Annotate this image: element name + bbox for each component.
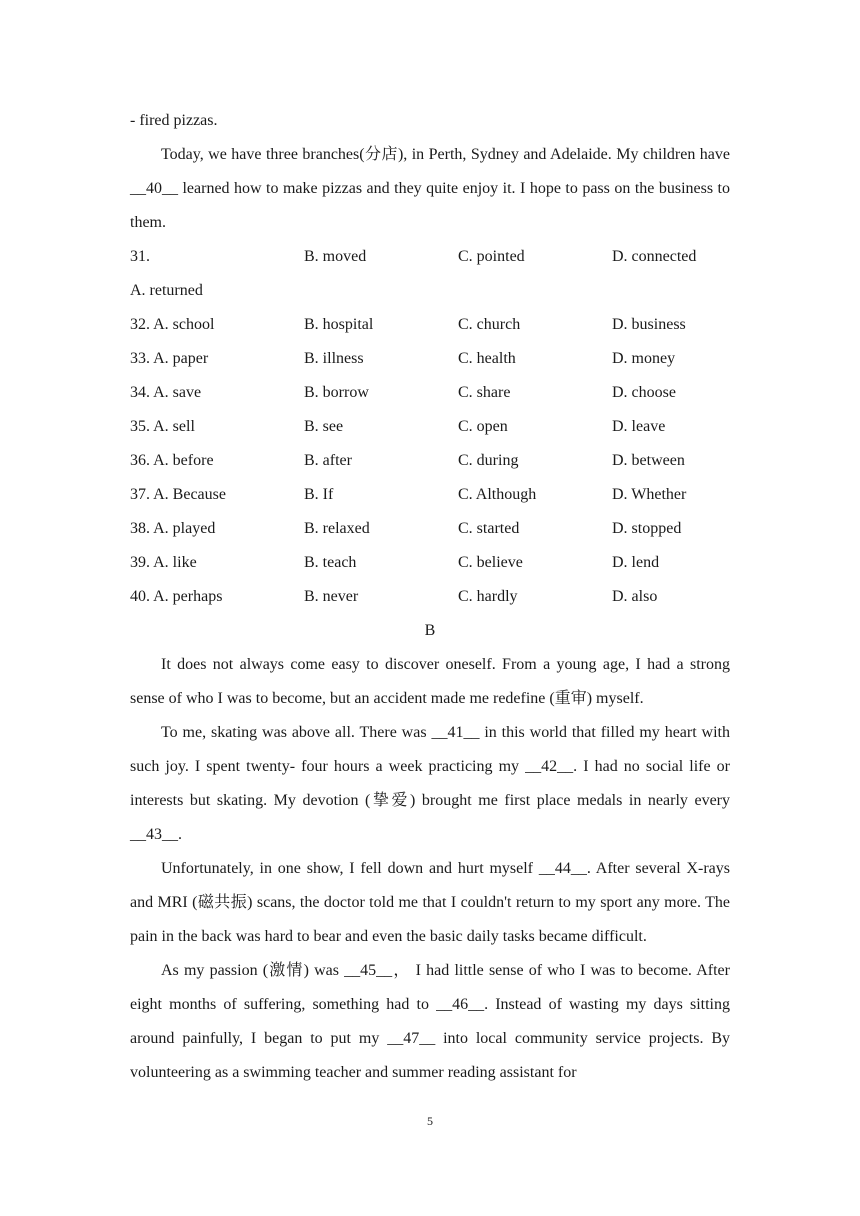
option-32-c: C. church	[458, 316, 521, 333]
option-37-b: B. If	[304, 486, 334, 503]
option-33-b: B. illness	[304, 350, 364, 367]
option-39-b: B. teach	[304, 554, 357, 571]
option-35-b: B. see	[304, 418, 344, 435]
option-38-c: C. started	[458, 520, 520, 537]
section-b-paragraph-3: Unfortunately, in one show, I fell down and hurt myself __44__. After several X-rays and MRI (磁共振) scans, the doctor told me that I couldn't return to my sport any more. The pain in the back was hard to bear and even the basic daily tasks became difficult.	[130, 860, 730, 945]
section-b-paragraph-4: As my passion (激情) was __45__， I had little sense of who I was to become. After eight months of suffering, something had to __46__. Instead of wasting my days sitting around painfully, I began to put my __47__ into local community service projects. By volunteering as a swimming teacher and summer reading assistant for	[130, 962, 730, 1081]
option-33-c: C. health	[458, 350, 516, 367]
passage-a-paragraph: Today, we have three branches(分店), in Perth, Sydney and Adelaide. My children have __40__ learned how to make pizzas and they quite enjoy it. I hope to pass on the business to them.	[130, 146, 730, 231]
passage-a-tail-line: - fired pizzas.	[130, 112, 218, 129]
option-31-c: C. pointed	[458, 248, 525, 265]
option-40-c: C. hardly	[458, 588, 518, 605]
option-37-a: 37. A. Because	[130, 486, 226, 503]
section-b-heading: B	[424, 622, 436, 639]
option-34-c: C. share	[458, 384, 511, 401]
option-37-d: D. Whether	[612, 486, 687, 503]
option-35-a: 35. A. sell	[130, 418, 195, 435]
page-number: 5	[427, 1114, 433, 1128]
option-34-a: 34. A. save	[130, 384, 202, 401]
document-page	[130, 104, 730, 1090]
option-37-c: C. Although	[458, 486, 537, 503]
option-36-b: B. after	[304, 452, 352, 469]
option-39-a: 39. A. like	[130, 554, 197, 571]
option-32-b: B. hospital	[304, 316, 374, 333]
option-36-a: 36. A. before	[130, 452, 214, 469]
section-b-paragraph-1: It does not always come easy to discover oneself. From a young age, I had a strong sense of who I was to become, but an accident made me redefine (重审) myself.	[130, 656, 730, 707]
option-40-a: 40. A. perhaps	[130, 588, 223, 605]
option-40-d: D. also	[612, 588, 658, 605]
option-38-b: B. relaxed	[304, 520, 370, 537]
option-32-d: D. business	[612, 316, 686, 333]
option-36-c: C. during	[458, 452, 519, 469]
option-35-c: C. open	[458, 418, 508, 435]
question-options-grid	[130, 240, 730, 614]
option-34-b: B. borrow	[304, 384, 369, 401]
option-33-d: D. money	[612, 350, 676, 367]
option-39-c: C. believe	[458, 554, 523, 571]
option-35-d: D. leave	[612, 418, 666, 435]
option-31-d: D. connected	[612, 248, 697, 265]
option-38-d: D. stopped	[612, 520, 682, 537]
option-38-a: 38. A. played	[130, 520, 216, 537]
option-34-d: D. choose	[612, 384, 676, 401]
option-31-a: 31. A. returned	[130, 248, 203, 299]
option-33-a: 33. A. paper	[130, 350, 209, 367]
option-31-b: B. moved	[304, 248, 367, 265]
option-36-d: D. between	[612, 452, 685, 469]
option-40-b: B. never	[304, 588, 359, 605]
option-32-a: 32. A. school	[130, 316, 215, 333]
section-b-paragraph-2: To me, skating was above all. There was __41__ in this world that filled my heart with such joy. I spent twenty- four hours a week practicing my __42__. I had no social life or interests but skating. My devotion (挚爱) brought me first place medals in nearly every __43__.	[130, 724, 730, 843]
option-39-d: D. lend	[612, 554, 660, 571]
